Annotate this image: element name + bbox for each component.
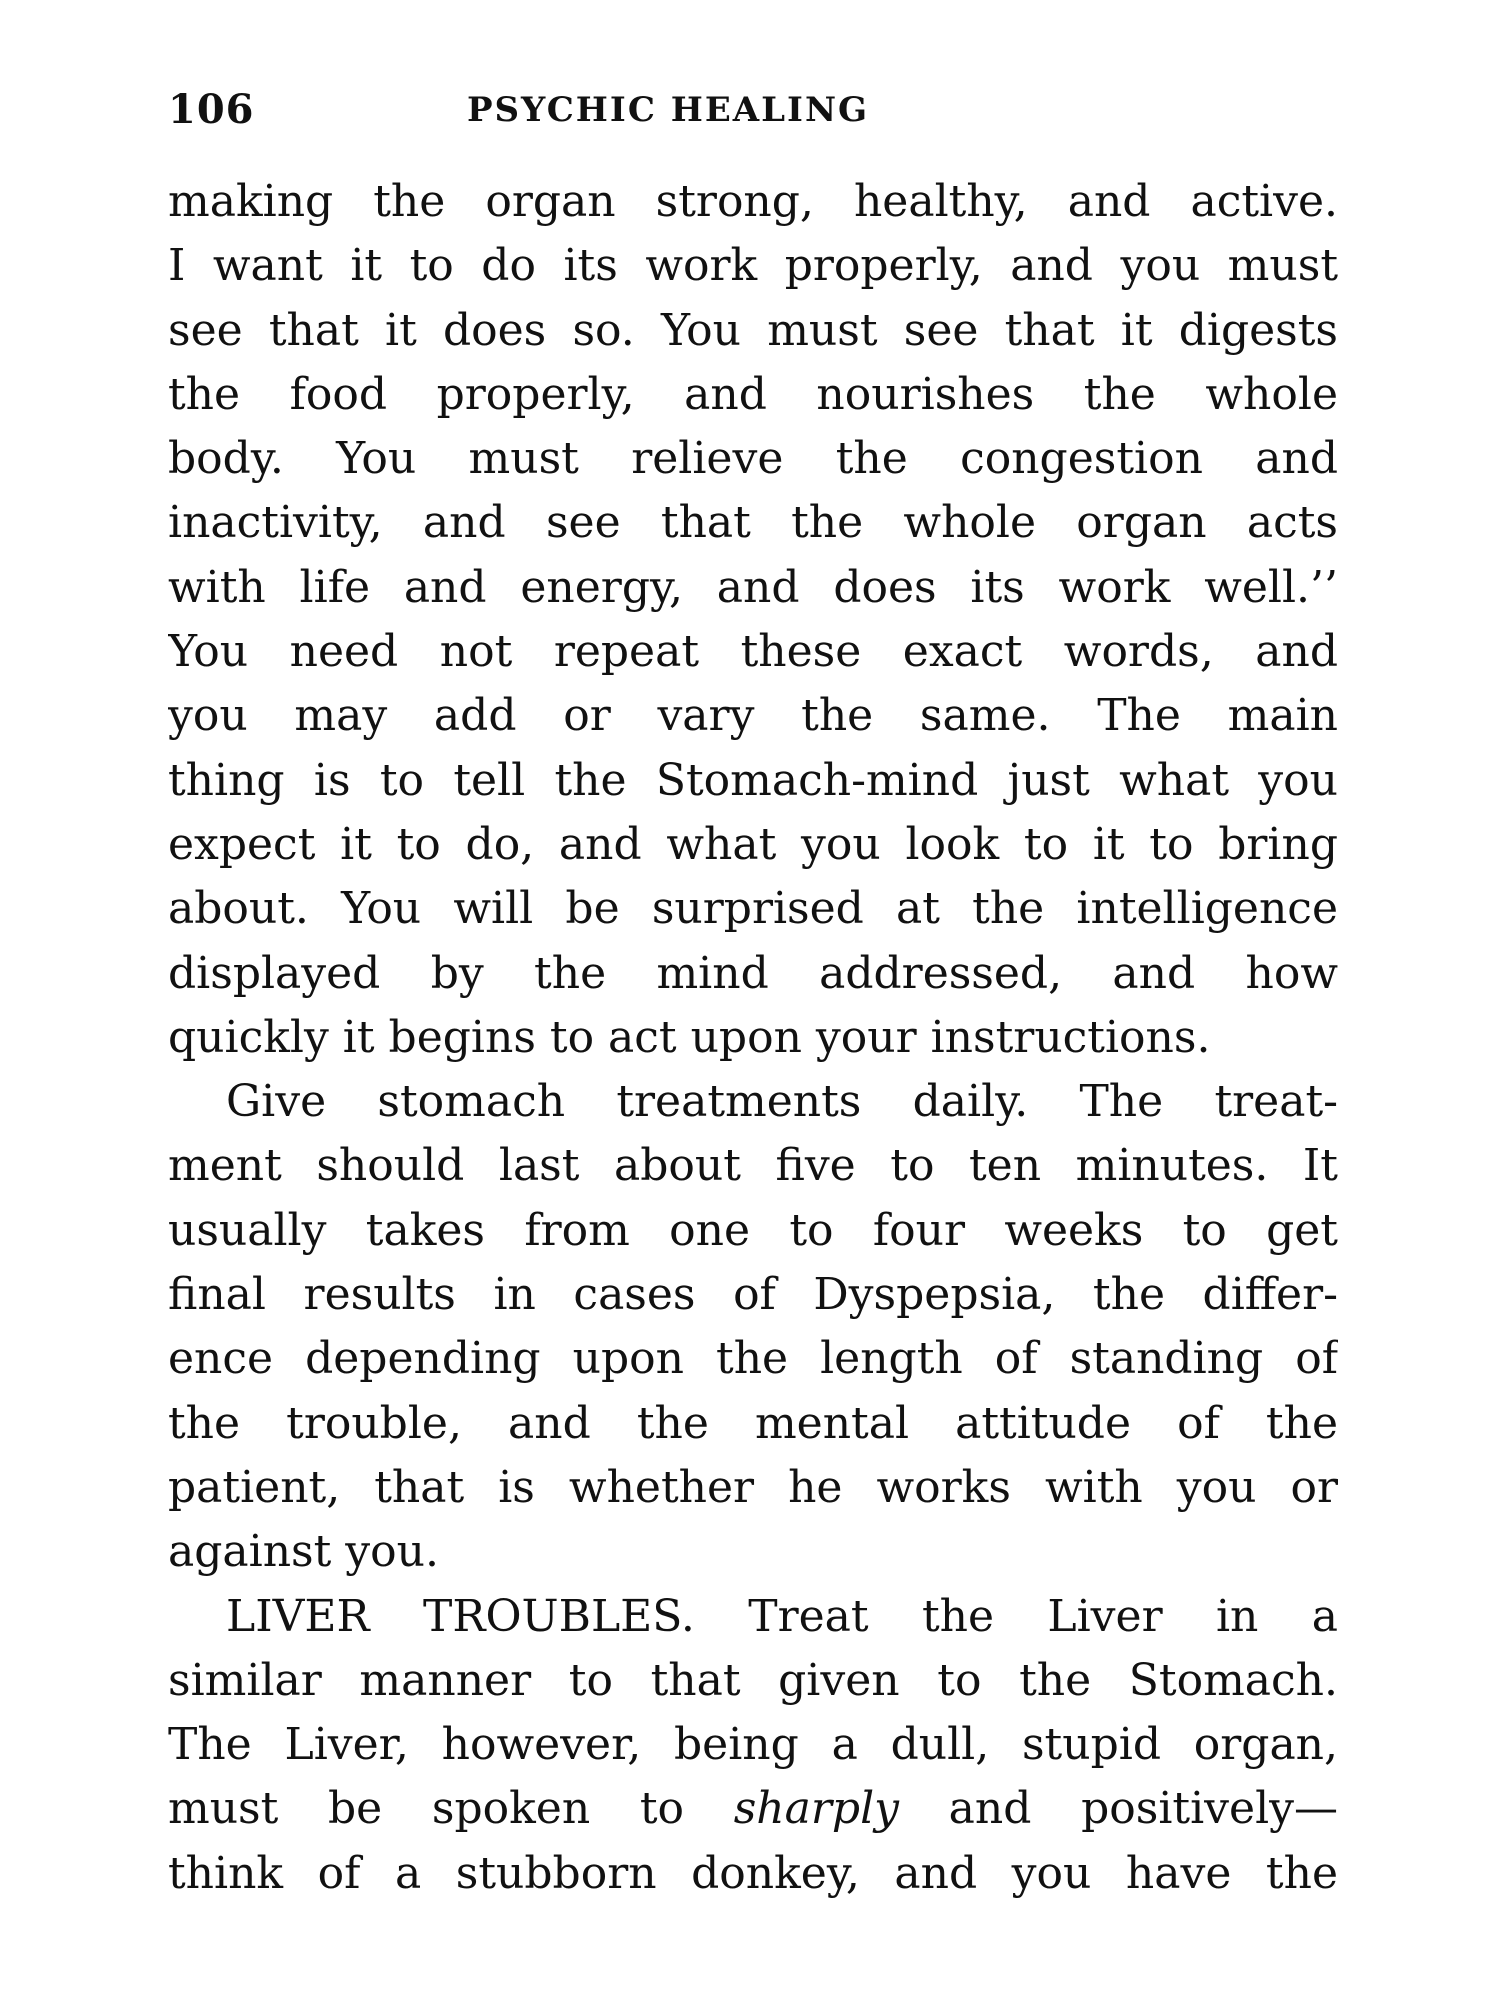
page-number: 106 [168,86,255,133]
text-line: about. You will be surprised at the intelligence [168,883,1338,935]
text-line: The Liver, however, being a dull, stupid organ, [168,1719,1338,1771]
text-line: think of a stubborn donkey, and you have the [168,1847,1338,1899]
text-line: ence depending upon the length of standing of [168,1333,1338,1385]
emphasis-sharply: sharply [733,1783,899,1835]
running-head [168,80,1338,140]
text-line: against you. [168,1526,439,1578]
text-line: expect it to do, and what you look to it to bring [168,818,1338,870]
text-line: with life and energy, and does its work well.’’ [168,561,1338,613]
section-heading-line: LIVER TROUBLES. Treat the Liver in a [226,1590,1338,1642]
paragraph-start-line: Give stomach treatments daily. The treat- [226,1076,1338,1128]
text-line: the food properly, and nourishes the whole [168,368,1338,420]
body-text [168,170,1338,1906]
text-line: the trouble, and the mental attitude of the [168,1397,1338,1449]
text-line: patient, that is whether he works with you or [168,1461,1338,1513]
text-line: displayed by the mind addressed, and how [168,947,1338,999]
text-line: usually takes from one to four weeks to get [168,1204,1338,1256]
text-line: body. You must relieve the congestion and [168,433,1338,485]
text-line: you may add or vary the same. The main [168,690,1338,742]
text-line: see that it does so. You must see that it digests [168,304,1338,356]
text-line: You need not repeat these exact words, and [168,626,1338,678]
text-line-with-emphasis [168,1777,1338,1841]
text-line: quickly it begins to act upon your instructions. [168,1011,1211,1063]
text-line: making the organ strong, healthy, and active. [168,176,1338,227]
text-segment: must be spoken to [168,1783,734,1835]
running-title: PSYCHIC HEALING [466,90,870,130]
text-line: I want it to do its work properly, and you must [168,240,1338,292]
text-line: thing is to tell the Stomach-mind just what you [168,754,1338,806]
text-line: similar manner to that given to the Stomach. [168,1654,1338,1706]
text-line: ment should last about five to ten minutes. It [168,1140,1338,1192]
text-line: final results in cases of Dyspepsia, the differ- [168,1269,1338,1321]
text-line: inactivity, and see that the whole organ acts [168,497,1338,549]
text-segment: and positively— [899,1783,1338,1835]
